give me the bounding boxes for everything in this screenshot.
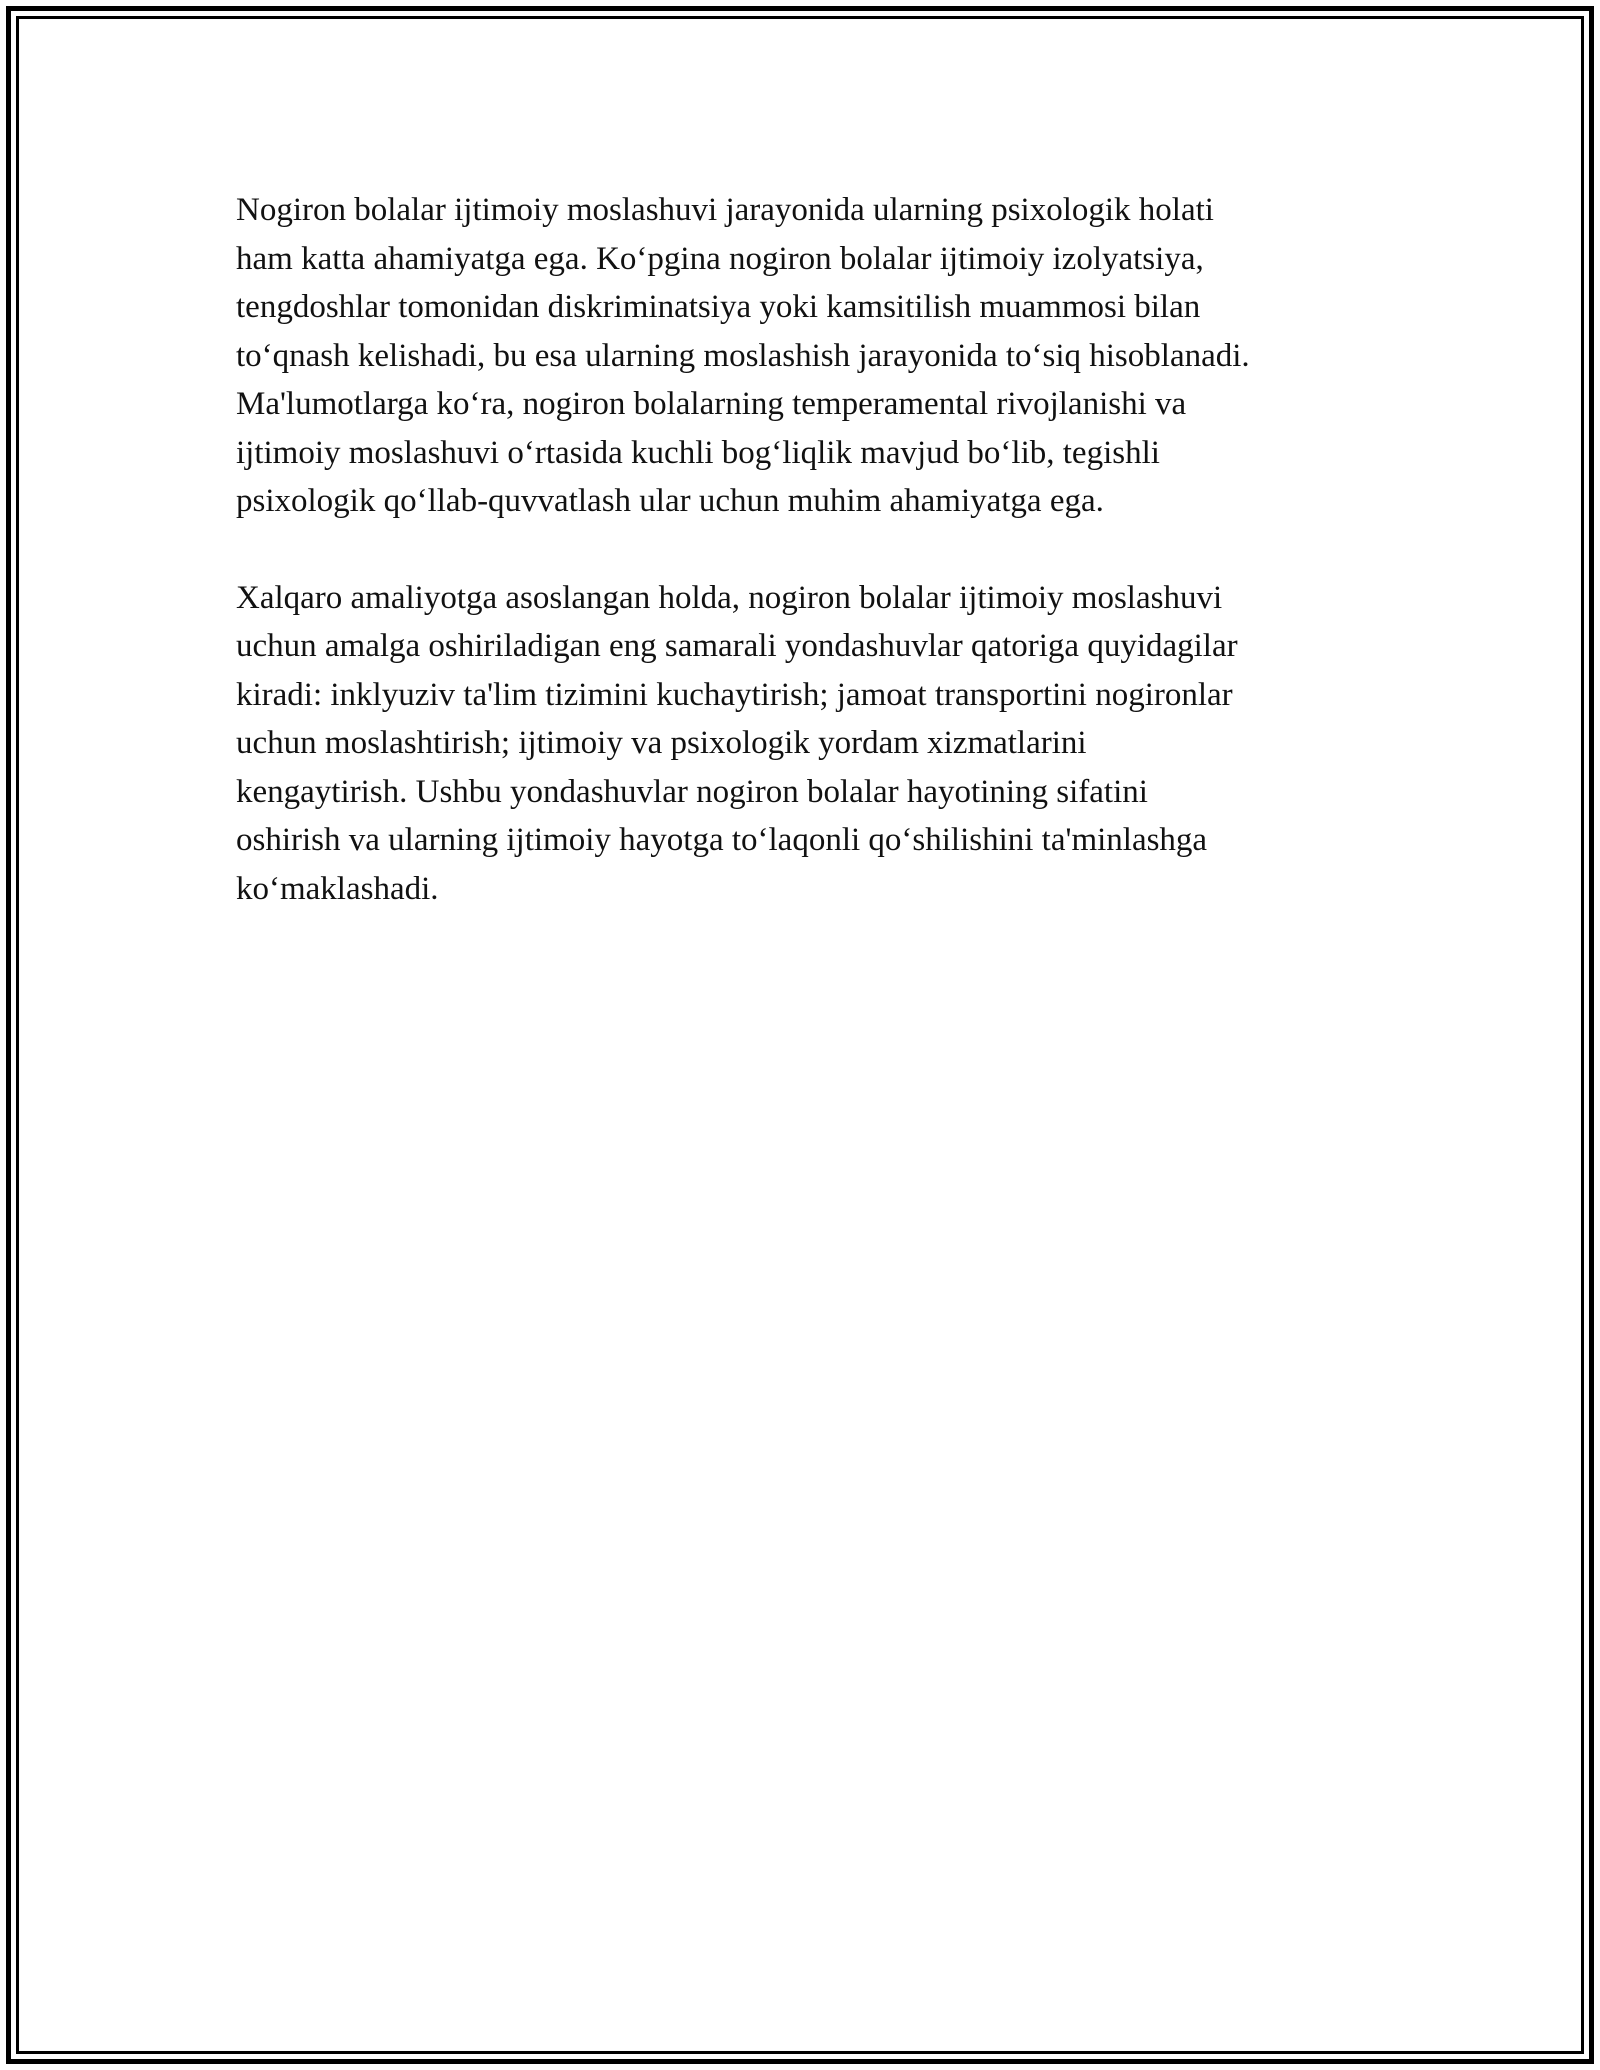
paragraph-international-practice: Xalqaro amaliyotga asoslangan holda, nogiron bolalar ijtimoiy moslashuvi uchun amalga oshiriladigan eng samarali yondashuvlar qatoriga quyidagilar kiradi: inklyuziv ta'lim tizimini kuchaytirish; jamoat transportini nogironlar uchun moslashtirish; ijtimoiy va psixologik yordam xizmatlarini kengaytirish. Ushbu yondashuvlar nogiron bolalar hayotining sifatini oshirish va ularning ijtimoiy hayotga to‘laqonli qo‘shilishini ta'minlashga ko‘maklashadi.	[236, 579, 1238, 907]
document-body	[236, 186, 1366, 961]
paragraph-psychological-state: Nogiron bolalar ijtimoiy moslashuvi jarayonida ularning psixologik holati ham katta ahamiyatga ega. Ko‘pgina nogiron bolalar ijtimoiy izolyatsiya, tengdoshlar tomonidan diskriminatsiya yoki kamsitilish muammosi bilan to‘qnash kelishadi, bu esa ularning moslashish jarayonida to‘siq hisoblanadi. Ma'lumotlarga ko‘ra, nogiron bolalarning temperamental rivojlanishi va ijtimoiy moslashuvi o‘rtasida kuchli bog‘liqlik mavjud bo‘lib, tegishli psixologik qo‘llab-quvvatlash ular uchun muhim ahamiyatga ega.	[236, 192, 1250, 519]
